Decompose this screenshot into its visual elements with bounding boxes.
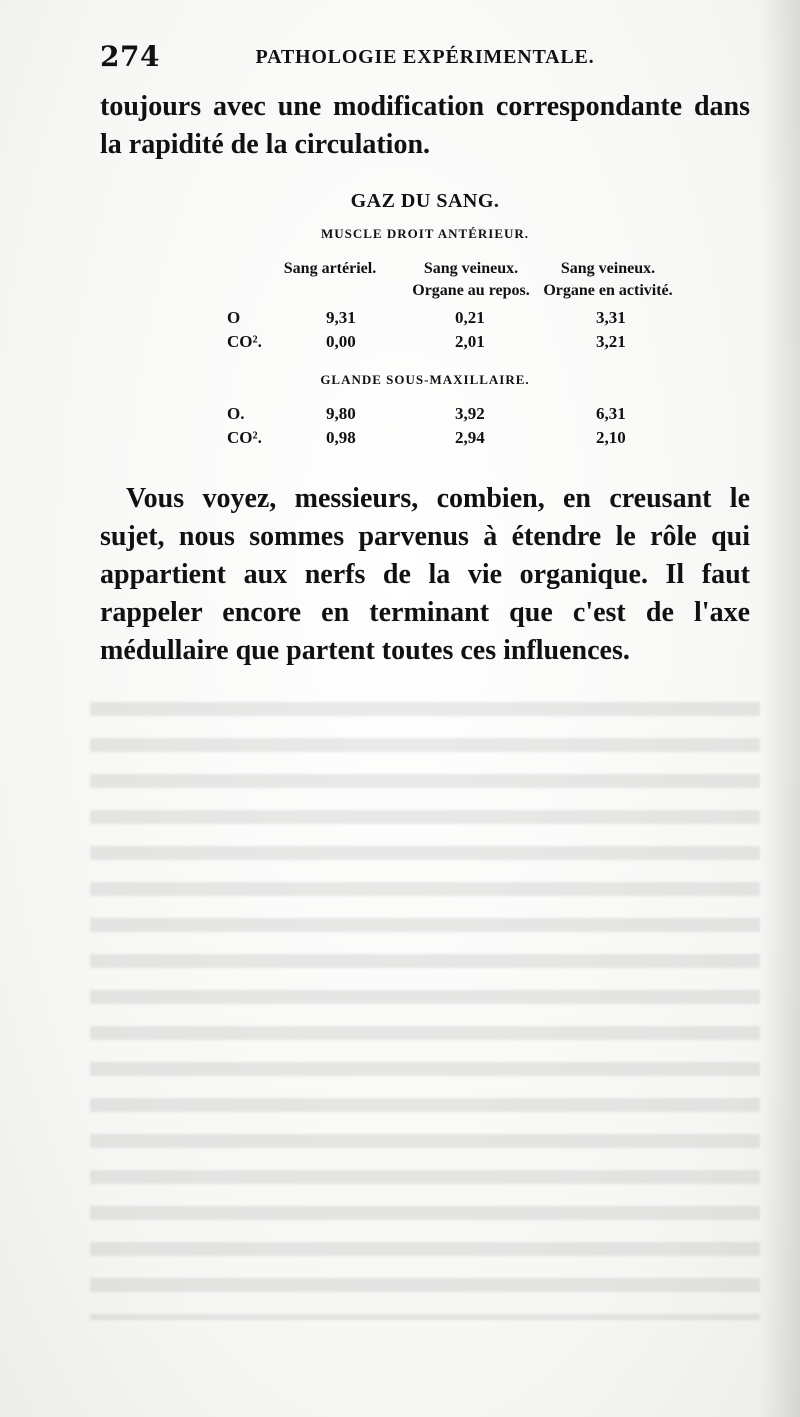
cell-value: 3,92 xyxy=(455,404,485,423)
row-label: O. xyxy=(227,404,245,423)
column-header-1-line1: Sang artériel. xyxy=(283,260,377,277)
column-header-1 xyxy=(270,258,390,280)
row-label: CO². xyxy=(227,332,262,351)
table-title: GAZ DU SANG. xyxy=(350,190,500,212)
paragraph-1: toujours avec une modification correspondante dans la rapidité de la circulation. xyxy=(100,91,750,160)
running-title: PATHOLOGIE EXPÉRIMENTALE. xyxy=(255,46,595,68)
column-header-2-line1: Sang veineux. xyxy=(423,260,519,277)
column-header-3-line1: Sang veineux. xyxy=(560,260,656,277)
page-number: 274 xyxy=(100,40,160,73)
column-header-3 xyxy=(538,258,678,302)
row-label: CO². xyxy=(227,428,262,447)
cell-value: 6,31 xyxy=(596,404,626,423)
page-header xyxy=(100,40,750,74)
cell-value: 2,94 xyxy=(455,428,485,447)
cell-value: 9,80 xyxy=(326,404,356,423)
cell-value: 0,21 xyxy=(455,308,485,327)
bleed-through-text xyxy=(90,680,760,1320)
section-1-title: MUSCLE DROIT ANTÉRIEUR. xyxy=(320,226,530,241)
page-edge-shadow xyxy=(760,0,800,1417)
paragraph-2: Vous voyez, messieurs, combien, en creusant le sujet, nous sommes parvenus à étendre le rôle qui appartient aux nerfs de la vie organique. Il faut rappeler encore en terminant que c'est de l'axe médullaire que partent toutes ces influences. xyxy=(100,483,750,666)
cell-value: 0,98 xyxy=(326,428,356,447)
column-header-2 xyxy=(400,258,542,302)
column-header-2-line2: Organe au repos. xyxy=(412,282,530,299)
cell-value: 3,21 xyxy=(596,332,626,351)
cell-value: 2,10 xyxy=(596,428,626,447)
section-2-title: GLANDE SOUS-MAXILLAIRE. xyxy=(320,372,530,387)
row-label: O xyxy=(227,308,241,327)
cell-value: 3,31 xyxy=(596,308,626,327)
cell-value: 2,01 xyxy=(455,332,485,351)
column-header-3-line2: Organe en activité. xyxy=(543,282,673,299)
cell-value: 9,31 xyxy=(326,308,356,327)
cell-value: 0,00 xyxy=(326,332,356,351)
